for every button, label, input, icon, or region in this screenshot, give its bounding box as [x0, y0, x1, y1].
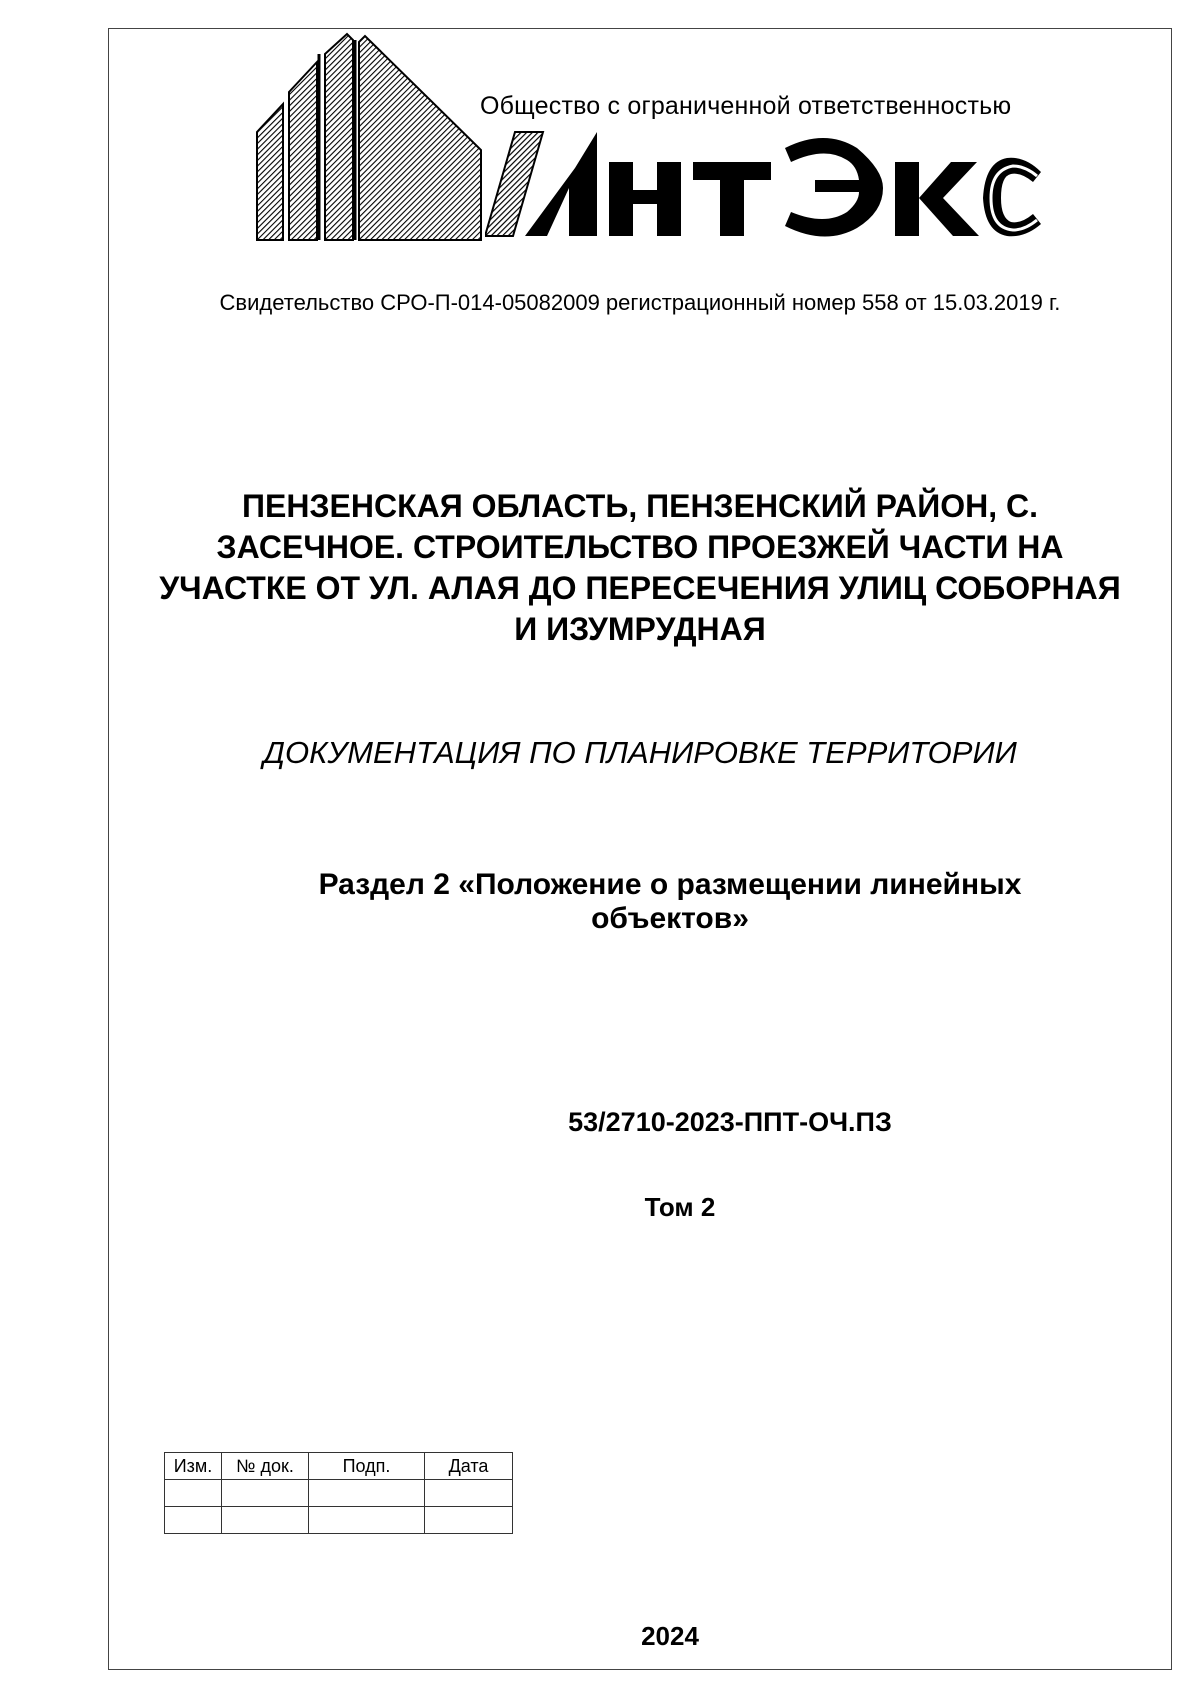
header-date: Дата — [425, 1453, 513, 1480]
header-change: Изм. — [165, 1453, 222, 1480]
table-row — [165, 1480, 513, 1507]
table-cell — [425, 1507, 513, 1534]
company-logo-icon — [255, 32, 485, 242]
document-type: ДОКУМЕНТАЦИЯ ПО ПЛАНИРОВКЕ ТЕРРИТОРИИ — [263, 735, 1017, 770]
table-header-row — [165, 1453, 513, 1480]
document-code: 53/2710-2023-ППТ-ОЧ.ПЗ — [568, 1107, 892, 1137]
volume-number: Том 2 — [644, 1192, 716, 1222]
table-cell — [309, 1507, 425, 1534]
table-cell — [425, 1480, 513, 1507]
table-cell — [165, 1480, 222, 1507]
header-signature: Подп. — [309, 1453, 425, 1480]
table-cell — [165, 1507, 222, 1534]
table-cell — [309, 1480, 425, 1507]
document-year: 2024 — [641, 1621, 699, 1651]
table-cell — [222, 1480, 309, 1507]
company-wordmark-logo — [485, 128, 1045, 240]
company-legal-form: Общество с ограниченной ответственностью — [480, 92, 1012, 120]
project-title: ПЕНЗЕНСКАЯ ОБЛАСТЬ, ПЕНЗЕНСКИЙ РАЙОН, С. ЗАСЕЧНОЕ. СТРОИТЕЛЬСТВО ПРОЕЗЖЕЙ ЧАСТИ НА УЧАСТКЕ ОТ УЛ. АЛАЯ ДО ПЕРЕСЕЧЕНИЯ УЛИЦ СОБОРНАЯ И ИЗУМРУДНАЯ — [159, 488, 1121, 647]
header-doc-number: № док. — [222, 1453, 309, 1480]
sro-certificate: Свидетельство СРО-П-014-05082009 регистрационный номер 558 от 15.03.2019 г. — [219, 290, 1061, 315]
page-frame — [108, 28, 1172, 1670]
revision-stamp-table — [164, 1452, 513, 1534]
table-cell — [222, 1507, 309, 1534]
table-row — [165, 1507, 513, 1534]
section-title: Раздел 2 «Положение о размещении линейных объектов» — [318, 868, 1022, 935]
